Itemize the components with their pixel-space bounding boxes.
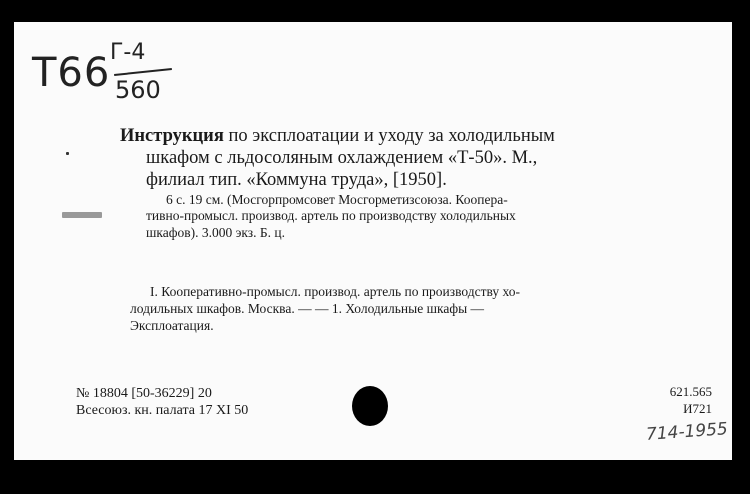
entry-title-bold: Инструкция xyxy=(120,126,224,146)
punch-hole xyxy=(352,386,388,426)
tracing-line3: Эксплоатация. xyxy=(130,318,214,333)
card-number: № 18804 [50-36229] 20 xyxy=(76,386,212,401)
entry-title-line2: шкафом с льдосоляным охлаждением «Т-50». М., xyxy=(146,148,538,168)
handwritten-note: 714-1955 xyxy=(645,419,729,445)
book-chamber-line: Всесоюз. кн. палата 17 XI 50 xyxy=(76,403,249,418)
call-number-bottom: 560 xyxy=(115,76,161,104)
entry-title-rest: по эксплоатации и уходу за холодильным xyxy=(223,126,555,146)
udc-code: 621.565 xyxy=(669,384,712,399)
entry-desc-line3: шкафов). 3.000 экз. Б. ц. xyxy=(146,225,285,240)
entry-desc-line1: 6 с. 19 см. (Мосгорпромсовет Мосгорметизсоюза. Коопера- xyxy=(166,192,508,207)
cutter-number: И721 xyxy=(683,401,712,416)
stain-mark xyxy=(62,212,102,218)
catalog-card xyxy=(14,22,732,460)
tracing-line2: лодильных шкафов. Москва. — — 1. Холодильные шкафы — xyxy=(130,301,485,316)
entry-desc-line2: тивно-промысл. производ. артель по производству холодильных xyxy=(146,208,516,223)
call-number-main: Т66 xyxy=(32,50,111,96)
call-number-divider xyxy=(114,68,172,76)
entry-title-line3: филиал тип. «Коммуна труда», [1950]. xyxy=(146,170,447,190)
call-number-top: Г-4 xyxy=(110,40,146,65)
entry-title-line1 xyxy=(120,126,555,147)
stain-mark xyxy=(66,152,69,155)
tracing-line1: I. Кооперативно-промысл. производ. артель по производству хо- xyxy=(150,284,521,299)
